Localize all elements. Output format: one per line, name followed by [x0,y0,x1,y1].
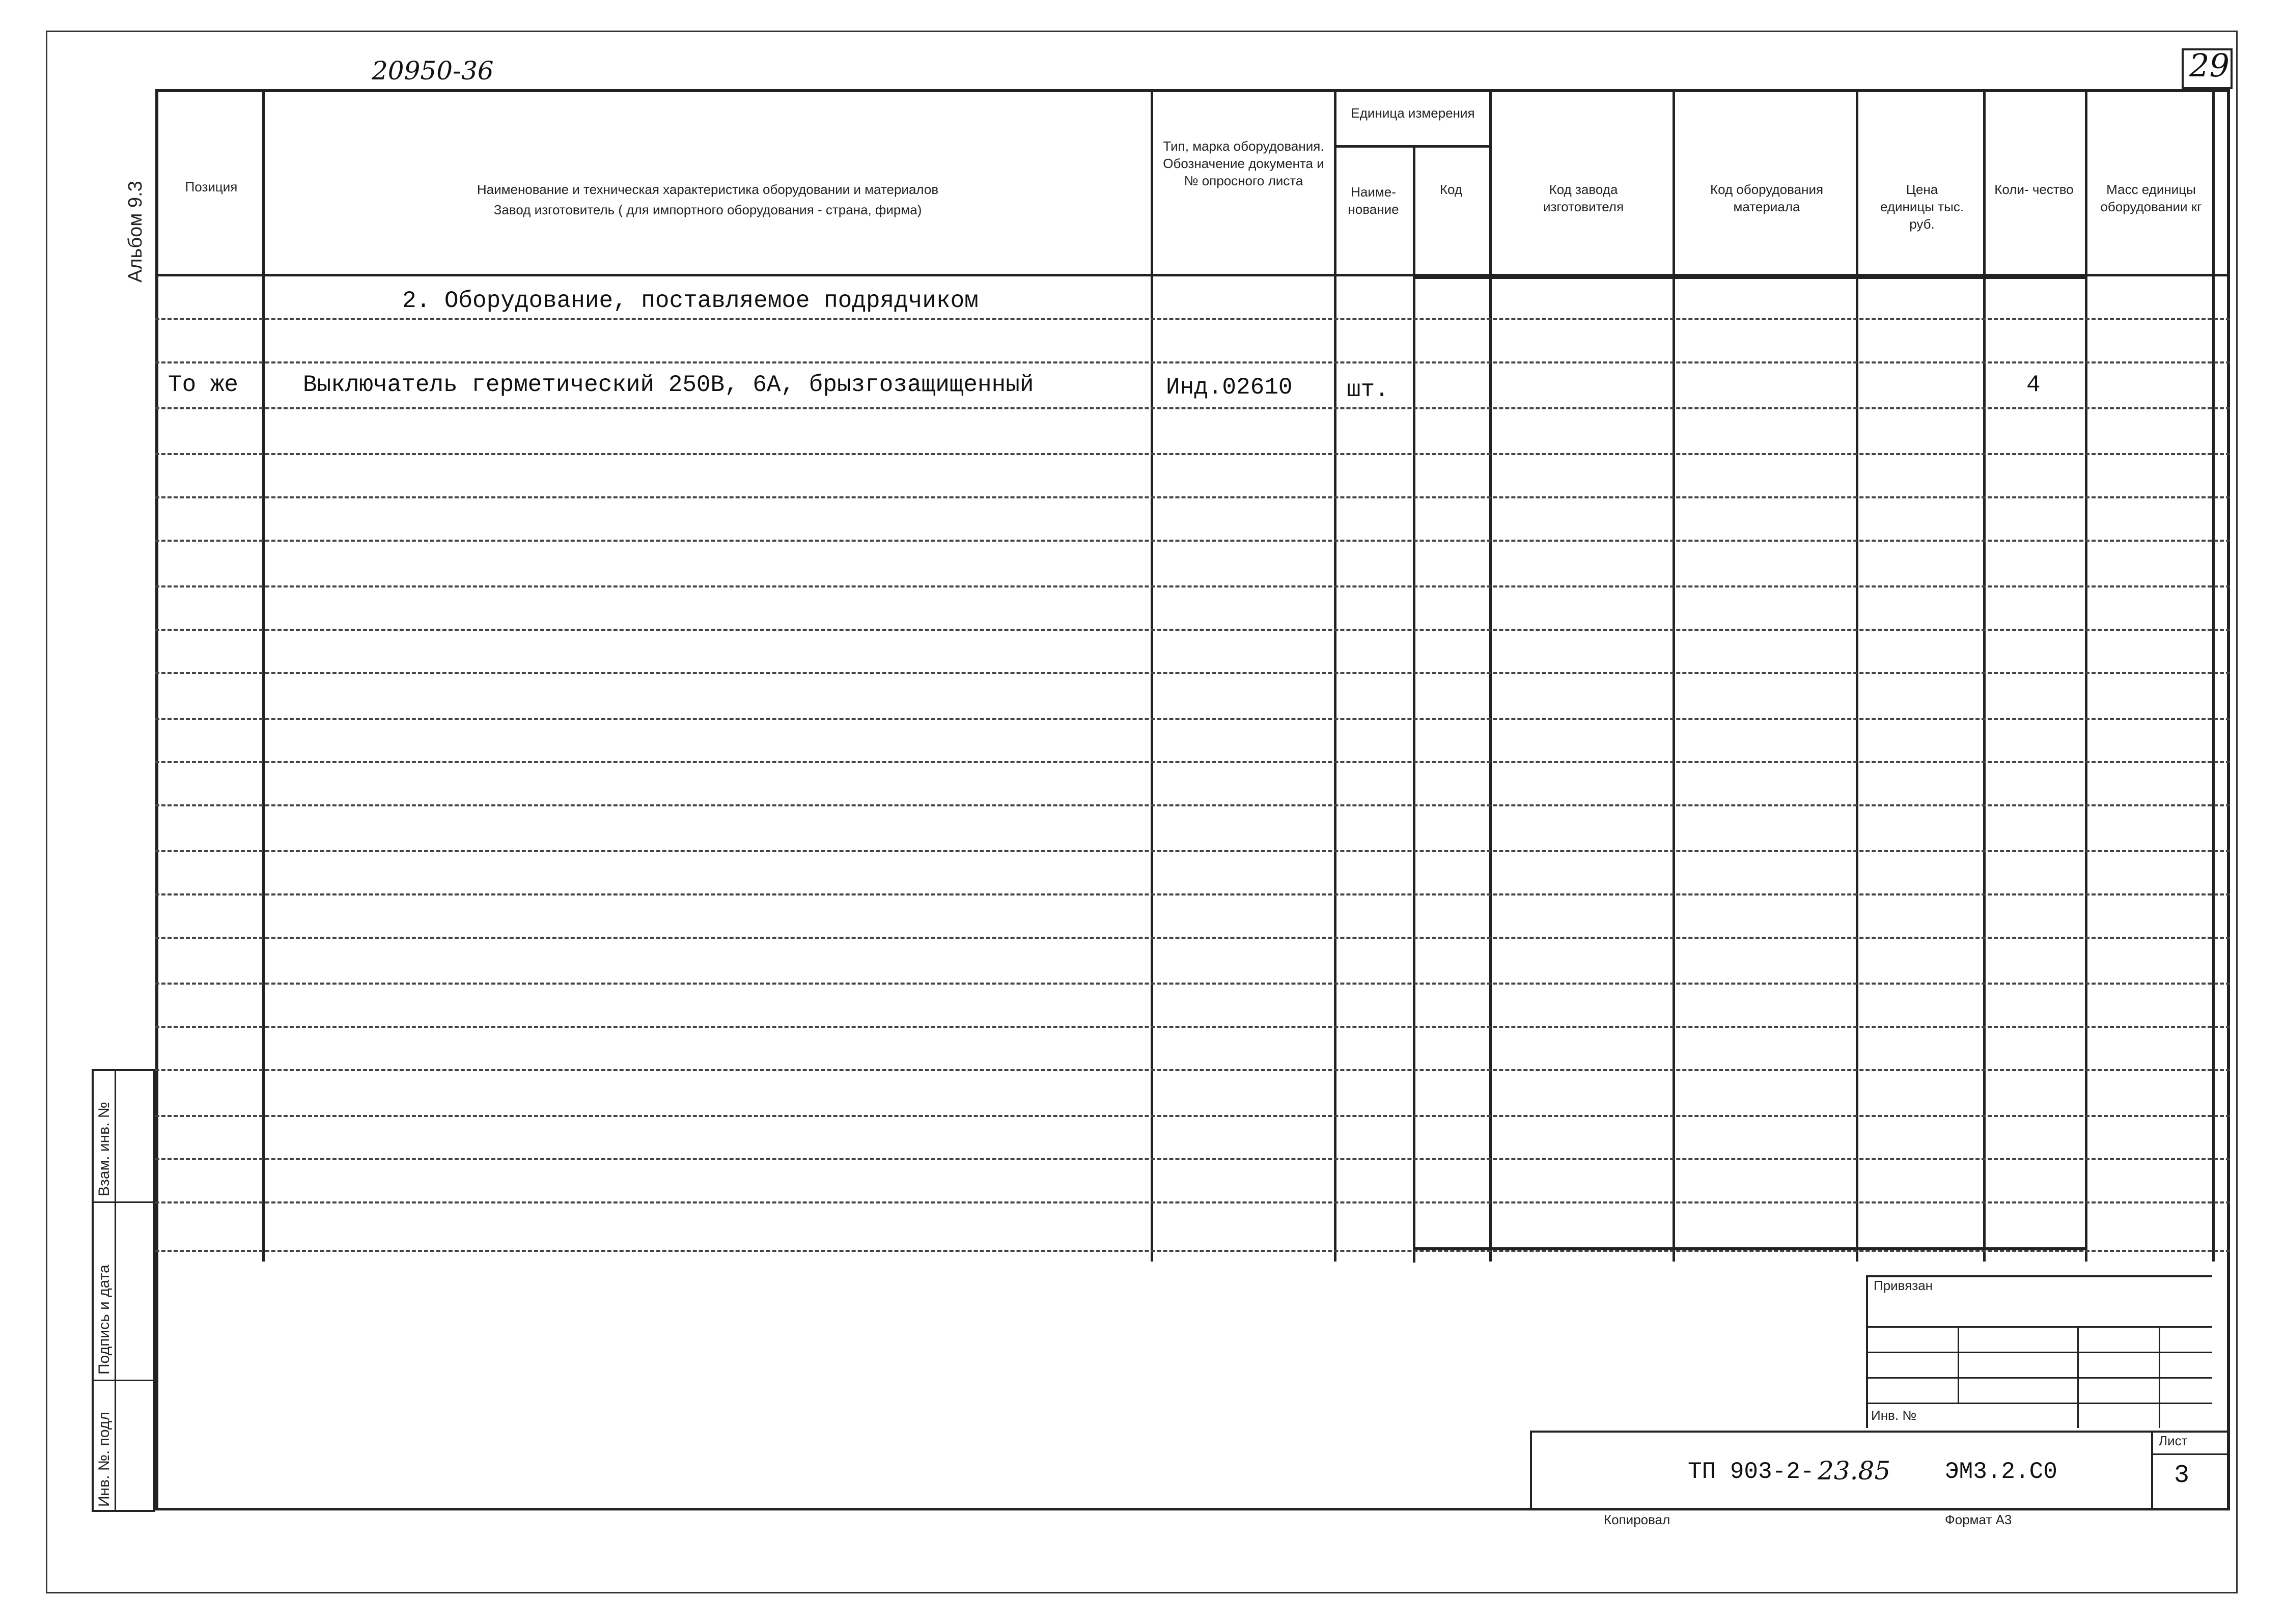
header-quantity: Коли- чество [1994,182,2074,197]
attached-label: Привязан [1874,1278,1933,1293]
header-unit-name: Наиме- нование [1348,184,1399,217]
album-label: Альбом 9.3 [125,181,146,283]
inv-no-label: Инв. № [1871,1408,1917,1423]
header-unit-code: Код [1439,182,1463,197]
inv-orig-label: Инв. №. подл [96,1412,113,1507]
sheet-label: Лист [2159,1433,2188,1448]
row-position: То же [168,372,239,398]
row-name: Выключатель герметический 250В, 6А, брызгозащищенный [303,372,1034,398]
format-label: Формат А3 [1945,1512,2012,1527]
header-factory-code: Код завода изготовителя [1543,182,1624,214]
header-price: Цена единицы тыс. руб. [1880,182,1964,232]
header-mass: Масс единицы оборудовании кг [2100,182,2202,214]
header-unit-group: Единица измерения [1351,105,1475,121]
sheet-number: 3 [2174,1461,2190,1490]
header-name-line2: Завод изготовитель ( для импортного оборудования - страна, фирма) [493,202,922,217]
copied-label: Копировал [1604,1512,1670,1527]
signature-date-label: Подпись и дата [96,1265,113,1375]
header-name-line1: Наименование и техническая характеристика оборудовании и материалов [477,182,939,197]
header-position: Позиция [185,179,238,194]
header-type-mark: Тип, марка оборудования. Обозначение документа и № опросного листа [1163,138,1324,188]
page-number: 29 [2189,47,2230,84]
row-quantity: 4 [2026,372,2041,398]
project-code-prefix: ТП 903-2- [1688,1459,1815,1485]
row-type-mark: Инд.02610 [1166,374,1293,401]
replace-inv-label: Взам. инв. № [96,1102,113,1196]
sheet-code: ЭМ3.2.С0 [1945,1459,2057,1485]
doc-number: 20950-36 [372,56,494,86]
project-code-hand: 23.85 [1818,1456,1891,1486]
header-equipment-code: Код оборудования материала [1710,182,1824,214]
section-title: 2. Оборудование, поставляемое подрядчиком [402,288,979,314]
row-unit-name: шт. [1347,377,1389,403]
